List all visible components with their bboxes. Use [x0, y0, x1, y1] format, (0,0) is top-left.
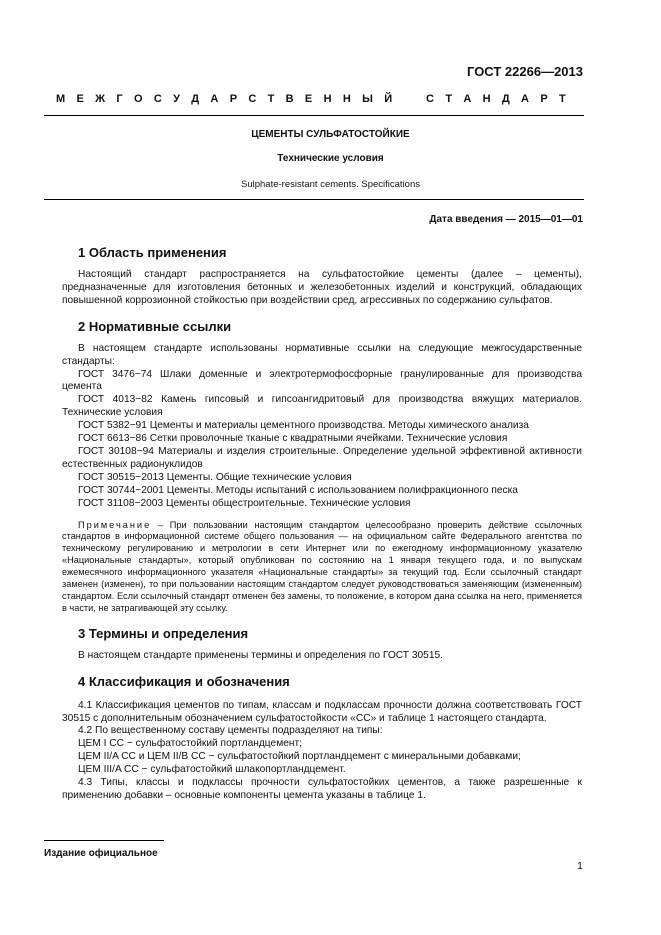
banner-letter: А [521, 93, 529, 105]
banner-letter: Е [76, 93, 84, 105]
introduction-date: Дата введения — 2015—01—01 [429, 214, 583, 225]
section-heading: 2 Нормативные ссылки [78, 318, 232, 334]
banner-letter: С [248, 93, 257, 105]
banner-letter: Н [323, 93, 332, 105]
section-scope [62, 244, 582, 308]
note-text: – При пользовании настоящим стандартом целесообразно проверить действие ссылочных стандартов в информационной системе общего пользования — на официальном сайте Федерального агентства по техническому регулированию и метрологии в сети Интернет или по ежегодному информационному указателю «Национальные стандарты», который опубликован по состоянию на 1 января текущего года, и по выпускам ежемесячного информационного указателя «Национальные стандарты» за текущий год. Если ссылочный стандарт заменен (изменен), то при пользовании настоящим стандартом следует руководствоваться заменяющим (измененным) стандартом. Если ссылочный стандарт отменен без замены, то положение, в котором дана ссылка на него, применяется в части, не затрагивающей эту ссылку. [62, 519, 582, 613]
banner-letter: Р [229, 93, 238, 105]
gost-designation: ГОСТ 22266—2013 [467, 64, 583, 79]
banner-letter: У [173, 93, 180, 105]
banner-letter: Т [267, 93, 275, 105]
banner-letter: С [153, 93, 162, 105]
official-edition-label: Издание официальное [44, 848, 158, 859]
banner-letter: Т [558, 93, 566, 105]
interstate-standard-banner [56, 93, 566, 105]
banner-letter: М [56, 93, 66, 105]
list-item: ЦЕМ I СС − сульфатостойкий портландцемент; [78, 738, 302, 750]
header-rule [44, 115, 584, 116]
document-title: ЦЕМЕНТЫ СУЛЬФАТОСТОЙКИЕ [251, 129, 410, 140]
section-normative-references [62, 318, 582, 615]
banner-letter: В [285, 93, 294, 105]
banner-letter: Ж [95, 93, 106, 105]
section-terms [62, 625, 582, 663]
paragraph: 4.1 Классификация цементов по типам, классам и подклассам прочности должна соответствовать ГОСТ 30515 с дополнительным обозначением сульфатостойкости «СС» и таблице 1 настоящего стандарта. [62, 699, 582, 724]
banner-letter: Н [482, 93, 491, 105]
paragraph: 4.3 Типы, классы и подклассы прочности сульфатостойких цементов, а также разрешенные к применению добавки – основные компоненты цемента указаны в таблице 1. [62, 777, 582, 801]
reference-item: ГОСТ 4013−82 Камень гипсовый и гипсоангидритовый для производства вяжущих материалов. Технические условия [62, 394, 582, 419]
note [62, 520, 582, 615]
title-rule [44, 199, 584, 200]
banner-letter: Е [304, 93, 313, 105]
banner-letter: Ы [362, 93, 373, 105]
banner-letter: С [426, 93, 434, 105]
cement-types-list [62, 738, 582, 777]
document-subtitle: Технические условия [277, 153, 384, 164]
section-classification [62, 673, 582, 803]
list-item: ЦЕМ III/A CC − сульфатостойкий шлакопортландцемент. [78, 764, 346, 776]
reference-item: ГОСТ 30515−2013 Цементы. Общие технические условия [78, 471, 352, 483]
banner-letter: Н [342, 93, 351, 105]
reference-item: ГОСТ 5382−91 Цементы и материалы цементного производства. Методы химического анализа [78, 420, 529, 432]
banner-letter: Й [384, 93, 393, 105]
section-heading: 3 Термины и определения [78, 625, 249, 641]
banner-letter: А [210, 93, 219, 105]
paragraph: Настоящий стандарт распространяется на сульфатостойкие цементы (далее – цементы), предназначенные для изготовления бетонных и железобетонных изделий и конструкций, обладающих повышенной коррозионной стойкостью при воздействии сред, агрессивных по содержанию сульфатов. [62, 269, 582, 306]
paragraph: 4.2 По вещественному составу цементы подразделяют на типы: [78, 725, 383, 737]
banner-letter: Р [540, 93, 548, 105]
reference-item: ГОСТ 3476−74 Шлаки доменные и электротермофосфорные гранулированные для производства цемента [62, 368, 582, 393]
banner-letter: А [463, 93, 472, 105]
document-body [62, 244, 582, 803]
reference-item: ГОСТ 30744−2001 Цементы. Методы испытаний с использованием полифракционного песка [78, 484, 518, 496]
banner-letter: Г [116, 93, 123, 105]
banner-letter: О [133, 93, 143, 105]
reference-item: ГОСТ 30108−94 Материалы и изделия строительные. Определение удельной эффективной активности естественных радионуклидов [62, 445, 582, 470]
page-number: 1 [577, 860, 583, 872]
section-heading: 1 Область применения [78, 245, 227, 260]
english-title: Sulphate-resistant cements. Specifications [240, 179, 420, 190]
paragraph: В настоящем стандарте применены термины и определения по ГОСТ 30515. [78, 649, 443, 661]
reference-item: ГОСТ 6613−86 Сетки проволочные тканые с квадратными ячейками. Технические условия [78, 433, 508, 445]
paragraph: В настоящем стандарте использованы нормативные ссылки на следующие межгосударственные стандарты: [62, 342, 582, 367]
footer-rule [44, 840, 164, 841]
section-heading: 4 Классификация и обозначения [78, 673, 290, 689]
list-item: ЦЕМ II/A CC и ЦЕМ II/B CC − сульфатостойкий портландцемент с минеральными добавками; [78, 751, 521, 763]
note-label: Примечание [78, 519, 152, 530]
reference-item: ГОСТ 31108−2003 Цементы общестроительные. Технические условия [78, 497, 411, 509]
banner-letter: Т [445, 93, 453, 105]
banner-letter: Д [501, 93, 510, 105]
banner-letter: Д [191, 93, 200, 105]
